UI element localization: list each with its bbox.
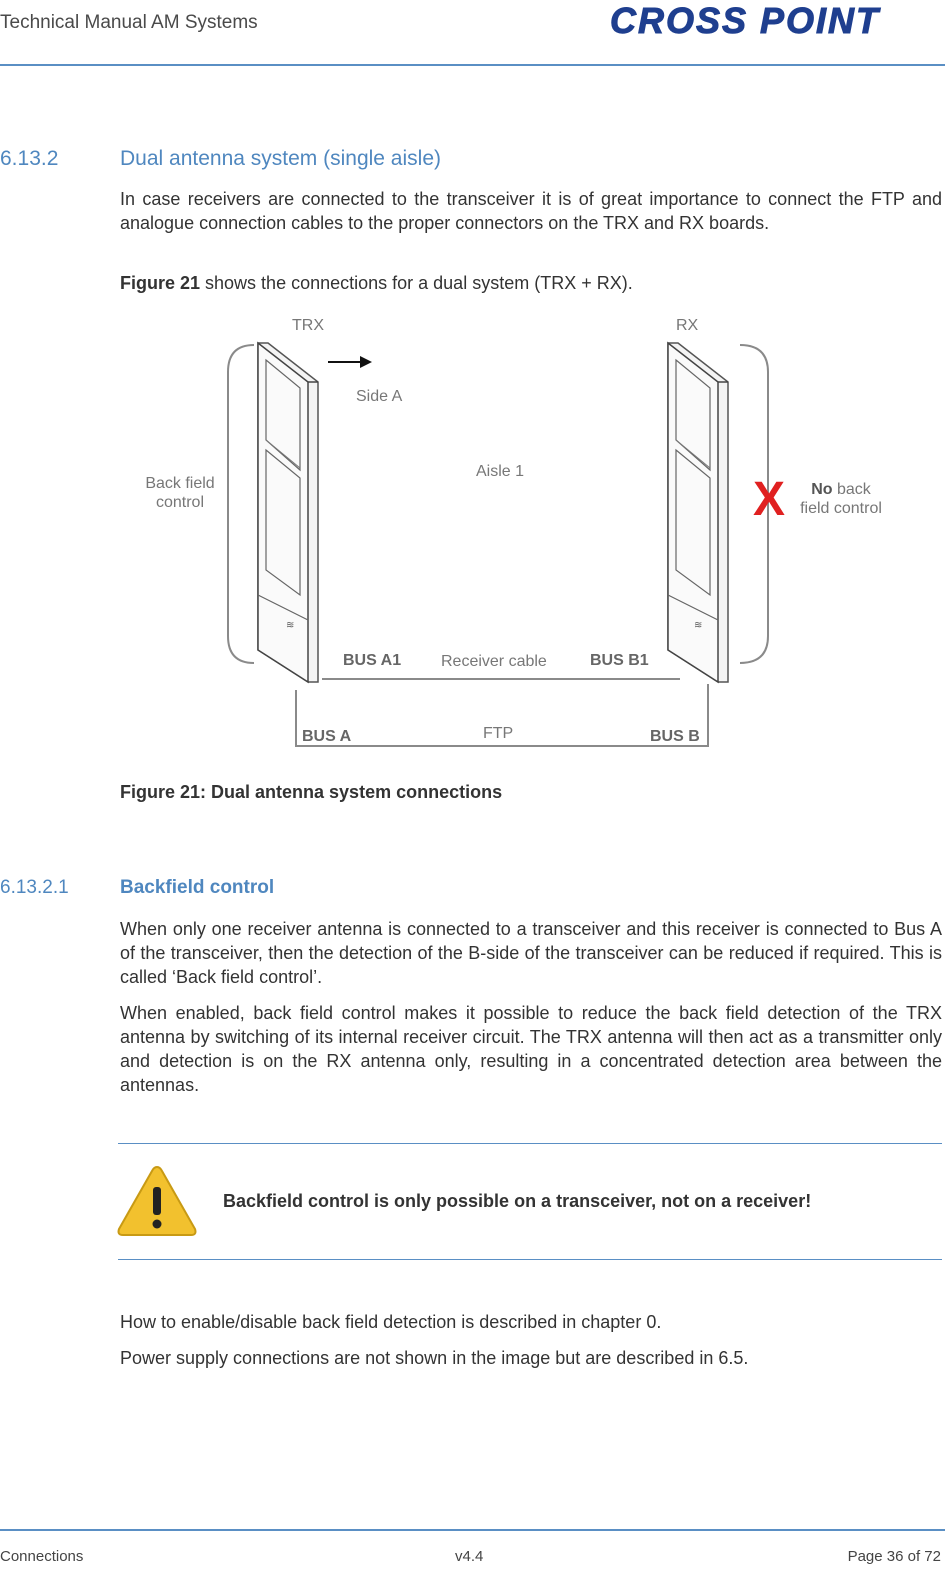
trx-antenna xyxy=(258,343,318,682)
header-divider xyxy=(0,64,945,66)
no-back-field-bold: No xyxy=(811,481,833,498)
svg-text:≋: ≋ xyxy=(694,620,703,631)
footer-chapter: Connections xyxy=(0,1548,84,1565)
bus-a-label: BUS A xyxy=(302,728,352,745)
no-back-field-rest: back xyxy=(832,481,871,498)
side-a-arrow xyxy=(328,356,372,368)
note-top-rule xyxy=(118,1143,942,1144)
section-number: 6.13.2 xyxy=(0,147,59,170)
no-back-field-label-line1 xyxy=(811,481,872,498)
backfield-paragraph-1: When only one receiver antenna is connected to a transceiver and this receiver is connected to Bus A of the transceiver, then the detection of the B-side of the transceiver can be reduced if required. This is called ‘Back field control’. xyxy=(120,919,942,987)
warning-icon xyxy=(116,1163,198,1239)
intro-paragraph: In case receivers are connected to the transceiver it is of great importance to connect the FTP and analogue connection cables to the proper connectors on the TRX and RX boards. xyxy=(120,189,942,233)
rx-label: RX xyxy=(676,317,699,334)
figure-caption: Figure 21: Dual antenna system connections xyxy=(120,782,503,802)
note-bottom-rule xyxy=(118,1259,942,1260)
power-supply-paragraph: Power supply connections are not shown in the image but are described in 6.5. xyxy=(120,1348,749,1368)
section-title: Dual antenna system (single aisle) xyxy=(120,147,441,170)
warning-text: Backfield control is only possible on a transceiver, not on a receiver! xyxy=(223,1191,812,1211)
subsection-heading xyxy=(0,877,274,899)
svg-text:≋: ≋ xyxy=(286,620,295,631)
back-field-label-line1: Back field xyxy=(145,475,215,492)
back-field-label-line2: control xyxy=(155,494,205,511)
bus-a1-label: BUS A1 xyxy=(343,652,402,669)
footer-page-number: Page 36 of 72 xyxy=(847,1548,941,1565)
bus-b-label: BUS B xyxy=(650,728,700,745)
bus-b1-label: BUS B1 xyxy=(590,652,649,669)
footer-divider xyxy=(0,1529,945,1531)
trx-label: TRX xyxy=(292,317,324,334)
footer-version: v4.4 xyxy=(455,1548,484,1565)
back-field-bracket xyxy=(228,345,254,663)
aisle-label: Aisle 1 xyxy=(476,463,525,480)
figure-reference-paragraph xyxy=(120,271,942,295)
figure-reference-link: Figure 21 xyxy=(120,273,201,293)
rx-antenna xyxy=(668,343,728,682)
no-back-field-x-mark: X xyxy=(753,473,786,526)
section-heading xyxy=(0,147,441,171)
backfield-paragraph-2: When enabled, back field control makes it possible to reduce the back field detection of the TRX antenna by switching of its internal receiver circuit. The TRX antenna will then act as a transmitter only and detection is on the RX antenna only, resulting in a concentrated detection area between the antennas. xyxy=(120,1003,942,1095)
receiver-cable-label: Receiver cable xyxy=(441,653,547,670)
subsection-title: Backfield control xyxy=(120,877,275,898)
figure-reference-text: shows the connections for a dual system (TRX + RX). xyxy=(200,273,633,293)
enable-disable-paragraph: How to enable/disable back field detection is described in chapter 0. xyxy=(120,1312,662,1332)
brand-logo: CROSS POINT xyxy=(610,0,881,41)
side-a-label: Side A xyxy=(356,388,403,405)
subsection-number: 6.13.2.1 xyxy=(0,877,69,898)
ftp-label: FTP xyxy=(483,725,514,742)
dual-antenna-diagram xyxy=(0,300,945,760)
document-title: Technical Manual AM Systems xyxy=(0,12,258,33)
no-back-field-label-line2: field control xyxy=(800,500,882,517)
